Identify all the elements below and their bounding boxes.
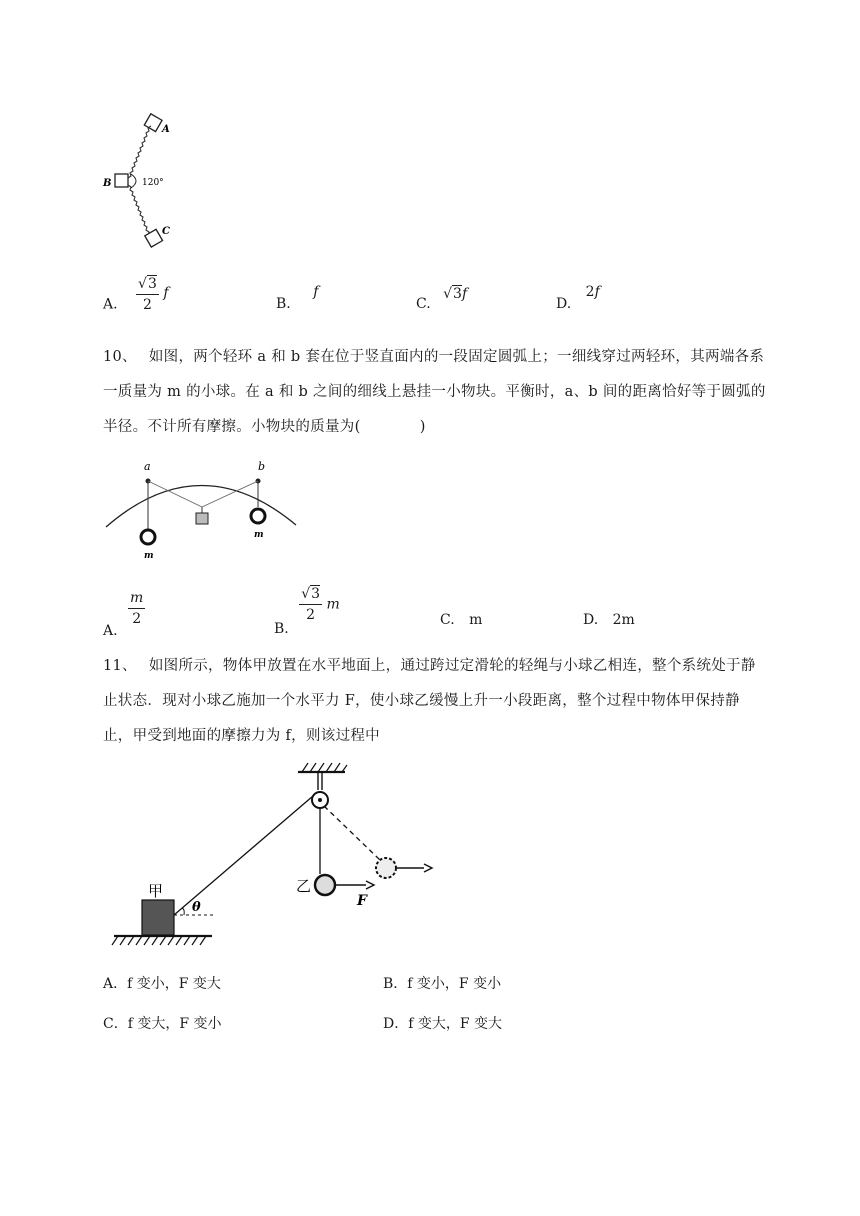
option-label: C. (440, 612, 455, 628)
option-value: m (469, 612, 483, 628)
ball-moved (376, 858, 396, 878)
option-label: B. (274, 620, 289, 637)
q9-option-a: A. $\frac{√3}{2}$ f (103, 276, 169, 313)
option-var: m (326, 596, 340, 613)
rope-incline (174, 796, 313, 915)
option-label: D. (556, 296, 572, 312)
arc-figure-q10 (100, 455, 310, 565)
option-var: f (594, 284, 600, 300)
option-label: D. (583, 612, 599, 628)
spring-bc (128, 185, 151, 237)
option-var: f (163, 284, 169, 301)
frac-denominator: 2 (132, 611, 142, 627)
rope-dashed (324, 806, 380, 860)
spring-figure-q9 (95, 110, 195, 255)
question-number: 10、 (103, 349, 137, 365)
angle-label: 120° (142, 178, 164, 188)
q11-option-d: D．f 变大，F 变大 (383, 1016, 503, 1032)
q10-option-d (583, 612, 635, 628)
block-b (115, 174, 128, 187)
label-b: b (258, 460, 266, 473)
q11-option-a: A．f 变小，F 变大 (103, 976, 221, 992)
frac-numerator: m (128, 588, 145, 609)
label-theta: θ (192, 900, 201, 915)
question-line: 止，甲受到地面的摩擦力为 f，则该过程中 (103, 728, 380, 744)
q11-option-c: C．f 变大，F 变小 (103, 1016, 222, 1032)
option-value: 2m (612, 612, 635, 628)
angle-arc (131, 174, 136, 188)
block-a (144, 114, 162, 132)
q10-option-b: B. $\frac{√3}{2}$ m (274, 586, 340, 637)
question-number: 11、 (103, 658, 137, 674)
pulley-figure-q11 (110, 760, 450, 950)
question-line: 一质量为 m 的小球。在 a 和 b 之间的细线上悬挂一小物块。平衡时，a、b 间的距离恰好等于圆弧的 (103, 384, 766, 400)
label-b: B (103, 178, 112, 189)
q9-option-c: C. √3f (416, 286, 468, 312)
option-coef: 2 (585, 284, 595, 300)
option-label: A. (103, 622, 118, 639)
label-a: A (162, 124, 170, 135)
ceiling-hatch (302, 763, 347, 772)
mass-label-left: m (144, 551, 154, 561)
block-jia (142, 900, 174, 935)
q10-option-a (103, 588, 145, 639)
label-a: a (144, 460, 151, 473)
frac-numerator: 3 (147, 276, 157, 292)
question-line: 如图所示，物体甲放置在水平地面上，通过跨过定滑轮的轻绳与小球乙相连，整个系统处于静 (148, 658, 756, 674)
label-yi: 乙 (296, 877, 312, 895)
option-label: A. (103, 296, 118, 313)
q10-option-c (440, 612, 482, 628)
ball-right (251, 509, 265, 523)
sqrt-value: 3 (453, 286, 462, 302)
frac-denominator: 2 (306, 607, 316, 623)
option-label: C. (416, 296, 431, 312)
question-line: 如图，两个轻环 a 和 b 套在位于竖直面内的一段固定圆弧上；一细线穿过两轻环，其两端各系 (148, 349, 765, 365)
question-10 (103, 340, 793, 445)
block-c (145, 229, 163, 247)
string-b-block (202, 481, 258, 507)
ball-yi (315, 875, 335, 895)
label-c: C (162, 226, 170, 237)
q9-option-b (276, 284, 319, 312)
label-jia: 甲 (148, 882, 164, 900)
label-f: F (357, 893, 367, 909)
mass-label-right: m (254, 530, 264, 540)
string-a-block (148, 481, 202, 507)
option-var: f (461, 286, 468, 302)
frac-denominator: 2 (142, 297, 152, 313)
q9-option-d (556, 284, 600, 312)
ball-left (141, 530, 155, 544)
small-block (196, 513, 208, 524)
question-11 (103, 649, 793, 754)
option-value: f (313, 284, 319, 300)
spring-ab (128, 126, 151, 178)
q11-option-b: B．f 变小，F 变小 (383, 976, 502, 992)
question-line: 止状态．现对小球乙施加一个水平力 F，使小球乙缓慢上升一小段距离，整个过程中物体甲保持静 (103, 693, 740, 709)
frac-numerator: 3 (311, 586, 321, 602)
question-line: 半径。不计所有摩擦。小物块的质量为( ) (103, 419, 426, 435)
option-label: B. (276, 296, 291, 312)
ground-hatch (112, 936, 206, 945)
